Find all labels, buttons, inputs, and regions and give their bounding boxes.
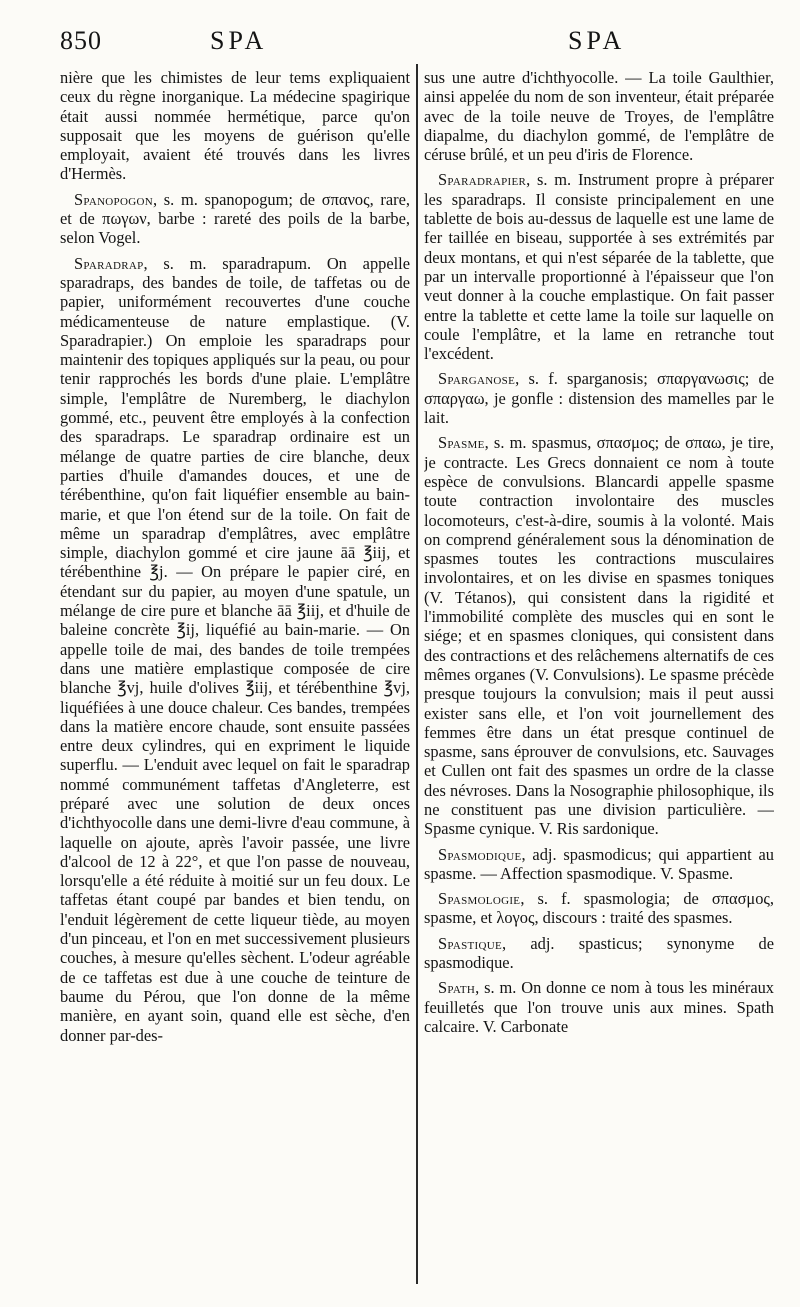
entry-spasme <box>424 433 774 838</box>
entry-text: , s. m. spanopogum; de σπανος, rare, et de πωγων, barbe : rareté des poils de la barbe, selon Vogel. <box>60 189 410 248</box>
entry-continuation <box>424 68 774 164</box>
entry-spastique <box>424 934 774 973</box>
entry-headword: Sparganose <box>438 369 516 389</box>
running-head-left: SPA <box>210 26 268 55</box>
entry-headword: Spastique <box>438 933 502 953</box>
entry-spasmodique <box>424 845 774 884</box>
entry-text: , adj. spasmodicus; qui appartient au spasme. — Affection spasmodique. V. Spasme. <box>424 844 774 883</box>
entry-text: , s. m. On donne ce nom à tous les minéraux feuilletés que l'on trouve unis aux mines. Spath calcaire. V. Carbonate <box>424 978 774 1036</box>
entry-text: , s. m. sparadrapum. On appelle sparadraps, des bandes de toile, de taffetas ou de papier, uniformément recouvertes d'une couche médicamenteuse de nature emplastique. (V. Sparadrapier.) On emploie les sparadraps pour maintenir des topiques appliqués sur la peau, ou pour tenir rapprochés les bords d'une plaie. L'emplâtre simple, l'emplâtre de Nuremberg, le diachylon gommé, etc., peuvent être employés à la confection des sparadraps. Le sparadrap ordinaire est un mélange de quatre parties de cire blanche, deux parties d'huile d'amandes douces, et une de térébenthine, qu'on fait liquéfier ensemble au bain-marie, et que l'on étend sur de la toile. On fait de même un sparadrap d'emplâtres, avec emplâtre simple, diachylon gommé et cire jaune āā ℥iij, et térébenthine ℥j. — On prépare le papier ciré, en étendant sur du papier, au moyen d'une spatule, un mélange de cire pure et blanche āā ℥iij, et d'huile de baleine concrète ℥ij, liquéfié au bain-marie. — On appelle toile de mai, des bandes de toile trempées dans une matière emplastique composée de cire blanche ℥vj, huile d'olives ℥iij, et térébenthine ℥vj, liquéfiées à une douce chaleur. Ces bandes, trempées dans la matière encore chaude, sont ensuite passées entre deux cylindres, qui en expriment le liquide superflu. — L'enduit avec lequel on fait le sparadrap nommé communément taffetas d'Angleterre, est préparé avec une solution de deux onces d'ichthyocolle dans une demi-livre d'eau commune, à laquelle on ajoute, après l'avoir passée, une livre d'alcool de 12 à 22°, et que l'on passe de nouveau, lorsqu'elle a été réduite à moitié sur un feu doux. Le taffetas étant coupé par bandes et bien tendu, on l'enduit légèrement de cette liqueur tiède, au moyen d'un pinceau, et l'on en met successivement plusieurs couches, à mesure qu'elles sèchent. L'odeur agréable de ce taffetas est due à une couche de teinture de baume du Pérou, que l'on donne de la même manière, en ayant soin, quand elle est sèche, d'en donner par-des- <box>60 253 410 1045</box>
entry-text: , s. f. sparganosis; σπαργανωσις; de σπαργαω, je gonfle : distension des mamelles par le lait. <box>424 369 774 428</box>
page-header <box>60 26 780 66</box>
entry-sparadrap <box>60 254 410 1045</box>
entry-headword: Sparadrapier <box>438 170 527 190</box>
entry-headword: Spasme <box>438 433 485 453</box>
entry-spanopogon <box>60 190 410 248</box>
column-divider <box>416 64 418 1284</box>
entry-text: , s. f. spasmologia; de σπασμος, spasme, et λογος, discours : traité des spasmes. <box>424 889 774 928</box>
left-column <box>60 68 410 1292</box>
entry-spath <box>424 978 774 1036</box>
entry-text: sus une autre d'ichthyocolle. — La toile Gaulthier, ainsi appelée du nom de son inventeur, était préparée avec de la toile neuve de Troyes, de l'emplâtre diapalme, du diachylon gommé, de l'emplâtre de céruse brûlé, et un peu d'iris de Florence. <box>424 68 774 165</box>
right-column <box>424 68 774 1292</box>
entry-headword: Spasmodique <box>438 844 522 864</box>
entry-headword: Spasmologie <box>438 889 521 909</box>
entry-text: nière que les chimistes de leur tems expliquaient ceux du règne inorganique. La médecine spagirique était aussi nommée hermétique, parce qu'on supposait que les moyens de guérison qu'elle employait, avaient été trouvés dans les livres d'Hermès. <box>60 68 410 184</box>
running-head-right: SPA <box>568 26 626 55</box>
entry-text: , s. m. spasmus, σπασμος; de σπαω, je tire, je contracte. Les Grecs donnaient ce nom à toute espèce de convulsions. Blancardi appelle spasme toute contraction involontaire des muscles locomoteurs, c'est-à-dire, soumis à la volonté. Mais on comprend généralement sous la dénomination de spasmes toutes les contractions musculaires involontaires, et on les divise en spasmes toniques (V. Tétanos), qui consistent dans la rigidité et l'immobilité complète des muscles qui en sont le siége; et en spasmes cloniques, qui consistent dans des contractions et des relâchemens alternatifs de ces mêmes organes (V. Convulsions). Le spasme précède presque toujours la convulsion; mais il peut aussi exister sans elle, et l'on voit journellement des femmes être dans un état presque continuel de spasme, sans éprouver de convulsions, etc. Sauvages et Cullen ont fait des spasmes un ordre de la classe des névroses. Dans la Nosographie philosophique, ils ne constituent pas une division particulière. — Spasme cynique. V. Ris sardonique. <box>424 433 774 839</box>
entry-headword: Spanopogon <box>74 189 153 209</box>
entry-text: , adj. spasticus; synonyme de spasmodique. <box>424 933 774 973</box>
entry-text: , s. m. Instrument propre à préparer les sparadraps. Il consiste principalement en une tablette de bois au-dessus de laquelle est une lame de fer taillée en biseau, supportée à ses extrémités par deux montans, et qui n'est séparée de la tablette, que par un intervalle proportionné à l'épaisseur que l'on veut donner à la couche emplastique. On fait passer entre la tablette et cette lame la toile sur laquelle on coule l'emplâtre, et la lame en retranche tout l'excédent. <box>424 170 774 364</box>
entry-sparganose <box>424 369 774 427</box>
entry-spasmologie <box>424 889 774 928</box>
entry-headword: Sparadrap <box>74 253 144 273</box>
entry-continuation <box>60 68 410 184</box>
page-number: 850 <box>60 26 102 55</box>
entry-headword: Spath <box>438 978 476 998</box>
entry-sparadrapier <box>424 170 774 363</box>
